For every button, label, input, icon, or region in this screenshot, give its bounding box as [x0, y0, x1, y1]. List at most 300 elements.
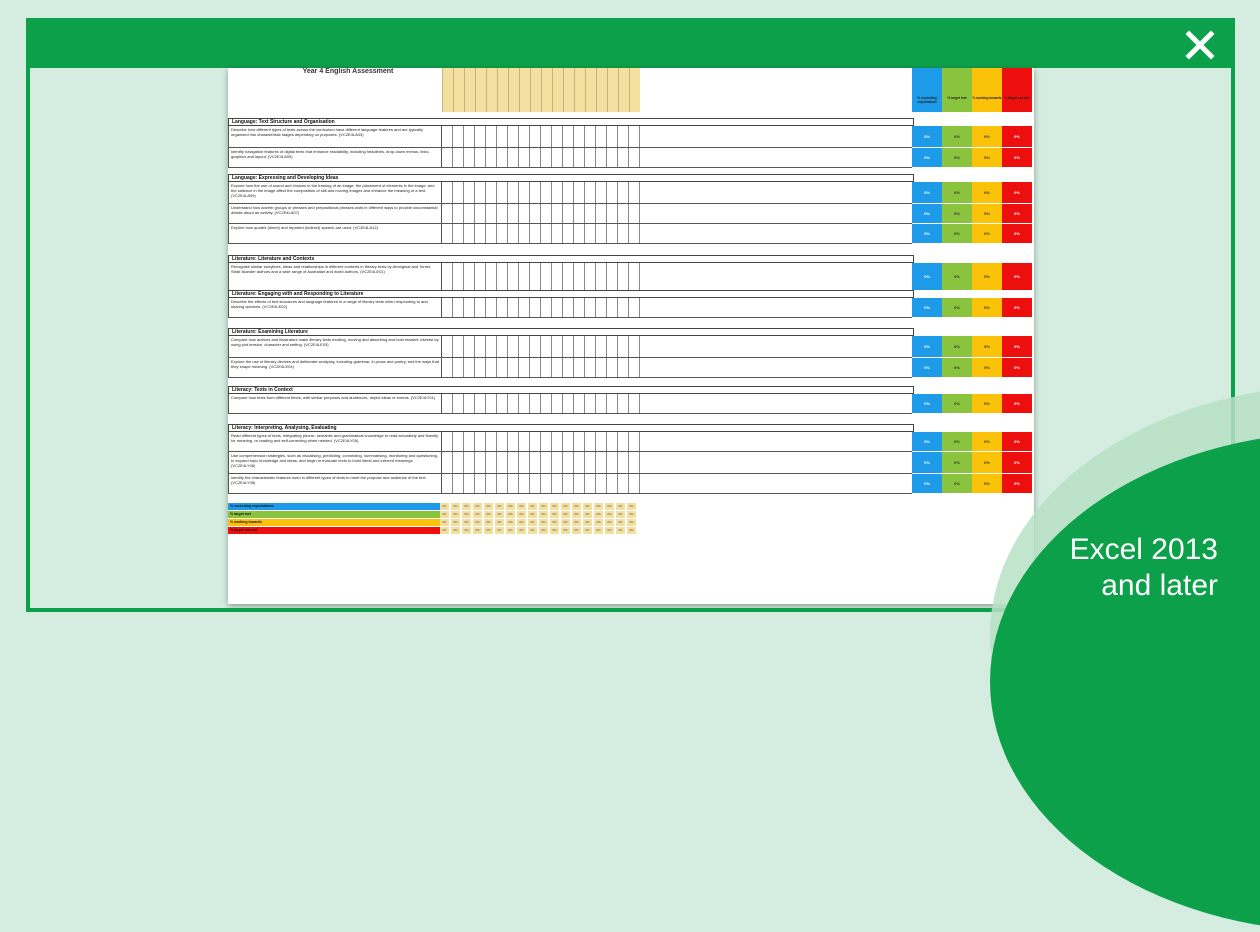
score-cell[interactable] — [497, 474, 508, 493]
score-cell[interactable] — [574, 452, 585, 473]
score-cell[interactable] — [607, 358, 618, 377]
score-cell[interactable] — [607, 432, 618, 451]
section-title: Literacy: Texts in Context — [228, 386, 914, 394]
score-cell[interactable] — [596, 263, 607, 290]
score-cell[interactable] — [497, 263, 508, 290]
score-cell[interactable] — [475, 182, 486, 203]
score-cell[interactable] — [585, 298, 596, 317]
score-cell[interactable] — [541, 298, 552, 317]
totals-percent: 0% — [550, 527, 561, 534]
score-cell[interactable] — [574, 336, 585, 357]
score-cell[interactable] — [563, 204, 574, 223]
student-header-cell[interactable] — [563, 68, 574, 112]
score-cell[interactable] — [541, 394, 552, 413]
score-cell[interactable] — [552, 148, 563, 167]
totals-percent: 0% — [506, 511, 517, 518]
score-cell[interactable] — [618, 394, 629, 413]
score-cell[interactable] — [519, 204, 530, 223]
totals-percent: 0% — [440, 527, 451, 534]
score-cell[interactable] — [563, 263, 574, 290]
score-cell[interactable] — [486, 182, 497, 203]
summary-percent: 0% — [1002, 336, 1032, 358]
score-cell[interactable] — [574, 126, 585, 147]
student-header-cell[interactable] — [453, 68, 464, 112]
totals-percent: 0% — [495, 519, 506, 526]
score-cell[interactable] — [442, 204, 453, 223]
score-cell[interactable] — [596, 204, 607, 223]
score-cell[interactable] — [585, 452, 596, 473]
score-cell[interactable] — [552, 263, 563, 290]
score-cell[interactable] — [497, 358, 508, 377]
section-title: Language: Expressing and Developing Ideas — [228, 174, 914, 182]
summary-header-met: % target met — [942, 68, 972, 112]
score-cell[interactable] — [442, 358, 453, 377]
spreadsheet-preview — [228, 68, 1034, 604]
student-header-cell[interactable] — [464, 68, 475, 112]
score-cell[interactable] — [618, 474, 629, 493]
score-cell[interactable] — [530, 224, 541, 243]
score-cell[interactable] — [585, 358, 596, 377]
score-cell[interactable] — [508, 358, 519, 377]
score-cell[interactable] — [442, 298, 453, 317]
score-cell[interactable] — [629, 452, 640, 473]
score-cell[interactable] — [607, 336, 618, 357]
score-cell[interactable] — [552, 298, 563, 317]
score-cell[interactable] — [508, 474, 519, 493]
score-cell[interactable] — [563, 336, 574, 357]
totals-percent: 0% — [594, 511, 605, 518]
score-cell[interactable] — [563, 298, 574, 317]
score-cell[interactable] — [618, 298, 629, 317]
score-cell[interactable] — [629, 263, 640, 290]
score-cell[interactable] — [552, 452, 563, 473]
score-cell[interactable] — [475, 432, 486, 451]
totals-percent: 0% — [440, 511, 451, 518]
score-cell[interactable] — [629, 182, 640, 203]
score-cell[interactable] — [508, 204, 519, 223]
student-header-cell[interactable] — [475, 68, 486, 112]
score-cell[interactable] — [453, 336, 464, 357]
score-cell[interactable] — [475, 336, 486, 357]
score-cell[interactable] — [475, 126, 486, 147]
student-header-cell[interactable] — [519, 68, 530, 112]
score-cell[interactable] — [442, 336, 453, 357]
score-cell[interactable] — [464, 224, 475, 243]
summary-percent: 0% — [1002, 148, 1032, 168]
summary-percent: 0% — [942, 474, 972, 494]
score-cell[interactable] — [530, 263, 541, 290]
totals-percent: 0% — [473, 519, 484, 526]
summary-percent: 0% — [972, 263, 1002, 291]
score-cell[interactable] — [563, 358, 574, 377]
outcome-row — [228, 432, 914, 452]
score-cell[interactable] — [497, 224, 508, 243]
score-cell[interactable] — [574, 263, 585, 290]
outcome-description: Read different types of texts, integrating phonic, semantic and grammatical knowledge to read accurately and fluently for meaning, re-reading and self-correcting when needed. (VC2E4LY05) — [228, 432, 442, 451]
summary-percent: 0% — [912, 298, 942, 318]
score-cell[interactable] — [596, 148, 607, 167]
totals-percent: 0% — [583, 519, 594, 526]
score-cell[interactable] — [530, 358, 541, 377]
score-cell[interactable] — [486, 263, 497, 290]
score-cell[interactable] — [475, 263, 486, 290]
score-cell[interactable] — [508, 263, 519, 290]
score-cell[interactable] — [497, 204, 508, 223]
score-cell[interactable] — [519, 452, 530, 473]
score-cell[interactable] — [519, 358, 530, 377]
score-cell[interactable] — [629, 358, 640, 377]
score-cell[interactable] — [530, 298, 541, 317]
score-cell[interactable] — [453, 358, 464, 377]
score-cell[interactable] — [497, 148, 508, 167]
score-cell[interactable] — [629, 432, 640, 451]
score-cell[interactable] — [629, 394, 640, 413]
score-cell[interactable] — [508, 432, 519, 451]
score-cell[interactable] — [618, 224, 629, 243]
score-cell[interactable] — [475, 148, 486, 167]
score-cell[interactable] — [453, 224, 464, 243]
score-cell[interactable] — [497, 452, 508, 473]
score-cell[interactable] — [519, 474, 530, 493]
score-cell[interactable] — [519, 148, 530, 167]
summary-percent: 0% — [912, 126, 942, 148]
score-cell[interactable] — [442, 474, 453, 493]
summary-percent: 0% — [1002, 432, 1032, 452]
score-cell[interactable] — [607, 263, 618, 290]
score-cell[interactable] — [519, 394, 530, 413]
score-cell[interactable] — [629, 126, 640, 147]
score-cell[interactable] — [475, 394, 486, 413]
score-cell[interactable] — [596, 182, 607, 203]
score-cell[interactable] — [464, 358, 475, 377]
score-cell[interactable] — [596, 474, 607, 493]
score-cell[interactable] — [541, 224, 552, 243]
score-cell[interactable] — [442, 148, 453, 167]
score-cell[interactable] — [442, 126, 453, 147]
score-cell[interactable] — [530, 336, 541, 357]
summary-percent: 0% — [942, 224, 972, 244]
score-cell[interactable] — [596, 298, 607, 317]
score-cell[interactable] — [607, 204, 618, 223]
totals-percent: 0% — [627, 511, 638, 518]
score-cell[interactable] — [453, 394, 464, 413]
score-cell[interactable] — [497, 432, 508, 451]
score-cell[interactable] — [541, 204, 552, 223]
score-cell[interactable] — [442, 452, 453, 473]
score-cell[interactable] — [563, 126, 574, 147]
score-cell[interactable] — [596, 336, 607, 357]
score-cell[interactable] — [585, 126, 596, 147]
score-cell[interactable] — [552, 204, 563, 223]
score-cell[interactable] — [541, 474, 552, 493]
score-cell[interactable] — [508, 126, 519, 147]
score-cell[interactable] — [486, 432, 497, 451]
score-cell[interactable] — [574, 224, 585, 243]
totals-percent: 0% — [440, 503, 451, 510]
score-cell[interactable] — [464, 452, 475, 473]
score-cell[interactable] — [574, 204, 585, 223]
score-cell[interactable] — [563, 474, 574, 493]
score-cell[interactable] — [475, 298, 486, 317]
score-cell[interactable] — [519, 224, 530, 243]
score-cell[interactable] — [552, 394, 563, 413]
score-cell[interactable] — [629, 224, 640, 243]
score-cell[interactable] — [442, 432, 453, 451]
score-cell[interactable] — [519, 126, 530, 147]
score-cell[interactable] — [464, 394, 475, 413]
score-cell[interactable] — [574, 358, 585, 377]
score-cell[interactable] — [563, 432, 574, 451]
score-cell[interactable] — [519, 432, 530, 451]
close-button[interactable] — [1183, 28, 1217, 62]
score-cell[interactable] — [464, 182, 475, 203]
score-cell[interactable] — [585, 224, 596, 243]
score-cell[interactable] — [497, 336, 508, 357]
score-cell[interactable] — [574, 432, 585, 451]
score-cell[interactable] — [519, 263, 530, 290]
totals-percent: 0% — [506, 519, 517, 526]
score-cell[interactable] — [618, 432, 629, 451]
score-cell[interactable] — [464, 148, 475, 167]
score-cell[interactable] — [585, 432, 596, 451]
score-cell[interactable] — [563, 394, 574, 413]
score-cell[interactable] — [552, 336, 563, 357]
score-cell[interactable] — [497, 298, 508, 317]
score-cell[interactable] — [453, 452, 464, 473]
score-cell[interactable] — [442, 394, 453, 413]
score-cell[interactable] — [486, 474, 497, 493]
score-cell[interactable] — [552, 432, 563, 451]
score-cell[interactable] — [508, 224, 519, 243]
score-cell[interactable] — [497, 182, 508, 203]
score-cell[interactable] — [618, 336, 629, 357]
score-cell[interactable] — [618, 182, 629, 203]
totals-percent: 0% — [539, 511, 550, 518]
score-cell[interactable] — [486, 224, 497, 243]
student-header-cell[interactable] — [585, 68, 596, 112]
score-cell[interactable] — [607, 126, 618, 147]
score-cell[interactable] — [618, 126, 629, 147]
score-cell[interactable] — [607, 298, 618, 317]
student-header-cell[interactable] — [552, 68, 563, 112]
score-cell[interactable] — [585, 204, 596, 223]
score-cell[interactable] — [519, 298, 530, 317]
score-cell[interactable] — [607, 452, 618, 473]
summary-percent: 0% — [972, 474, 1002, 494]
totals-row — [228, 519, 914, 526]
outcome-description: Understand how adverb groups or phrases and prepositional phrases work in different ways to provide circumstantial details about an activity. (VC2E4LA07) — [228, 204, 442, 223]
student-header-cell[interactable] — [530, 68, 541, 112]
score-cell[interactable] — [596, 452, 607, 473]
score-cell[interactable] — [486, 358, 497, 377]
score-cell[interactable] — [442, 263, 453, 290]
score-cell[interactable] — [574, 148, 585, 167]
score-cell[interactable] — [453, 432, 464, 451]
score-cell[interactable] — [563, 182, 574, 203]
score-cell[interactable] — [629, 148, 640, 167]
score-cell[interactable] — [442, 182, 453, 203]
top-bar — [30, 22, 1231, 68]
totals-percent: 0% — [517, 503, 528, 510]
summary-header-working: % working towards — [972, 68, 1002, 112]
score-cell[interactable] — [541, 148, 552, 167]
score-cell[interactable] — [475, 224, 486, 243]
score-cell[interactable] — [629, 298, 640, 317]
score-cell[interactable] — [486, 126, 497, 147]
score-cell[interactable] — [530, 204, 541, 223]
score-cell[interactable] — [530, 452, 541, 473]
student-header-cell[interactable] — [574, 68, 585, 112]
score-cell[interactable] — [585, 182, 596, 203]
score-cell[interactable] — [618, 204, 629, 223]
score-cell[interactable] — [541, 182, 552, 203]
score-cell[interactable] — [475, 474, 486, 493]
score-cell[interactable] — [486, 336, 497, 357]
score-cell[interactable] — [464, 432, 475, 451]
score-cell[interactable] — [486, 148, 497, 167]
student-header-cell[interactable] — [607, 68, 618, 112]
score-cell[interactable] — [486, 394, 497, 413]
score-cell[interactable] — [596, 394, 607, 413]
score-cell[interactable] — [442, 224, 453, 243]
score-cell[interactable] — [464, 336, 475, 357]
score-cell[interactable] — [596, 126, 607, 147]
score-cell[interactable] — [552, 182, 563, 203]
score-cell[interactable] — [508, 394, 519, 413]
score-cell[interactable] — [585, 474, 596, 493]
score-cell[interactable] — [552, 126, 563, 147]
score-cell[interactable] — [508, 148, 519, 167]
totals-percent: 0% — [517, 519, 528, 526]
score-cell[interactable] — [541, 452, 552, 473]
score-cell[interactable] — [585, 336, 596, 357]
student-header-cell[interactable] — [541, 68, 552, 112]
score-cell[interactable] — [574, 182, 585, 203]
score-cell[interactable] — [607, 148, 618, 167]
score-cell[interactable] — [464, 126, 475, 147]
score-cell[interactable] — [453, 148, 464, 167]
totals-percent: 0% — [583, 511, 594, 518]
score-cell[interactable] — [541, 263, 552, 290]
score-cell[interactable] — [530, 394, 541, 413]
score-cell[interactable] — [541, 126, 552, 147]
score-cell[interactable] — [618, 358, 629, 377]
summary-percent: 0% — [1002, 358, 1032, 378]
score-cell[interactable] — [453, 126, 464, 147]
score-cell[interactable] — [530, 474, 541, 493]
score-cell[interactable] — [508, 298, 519, 317]
summary-percent: 0% — [972, 298, 1002, 318]
score-cell[interactable] — [453, 263, 464, 290]
student-header-cell[interactable] — [629, 68, 640, 112]
score-cell[interactable] — [541, 358, 552, 377]
score-cell[interactable] — [541, 336, 552, 357]
student-header-cell[interactable] — [442, 68, 453, 112]
outcome-description: Explore the use of literary devices and deliberate wordplay, including grammar, in prose and poetry, and the ways that they shape meaning. (VC2E4LE04) — [228, 358, 442, 377]
score-cell[interactable] — [585, 263, 596, 290]
score-cell[interactable] — [486, 452, 497, 473]
score-cell[interactable] — [629, 204, 640, 223]
score-cell[interactable] — [453, 474, 464, 493]
student-header-cell[interactable] — [497, 68, 508, 112]
score-cell[interactable] — [530, 148, 541, 167]
score-cell[interactable] — [519, 336, 530, 357]
score-cell[interactable] — [552, 358, 563, 377]
score-cell[interactable] — [552, 474, 563, 493]
score-cell[interactable] — [629, 474, 640, 493]
score-cell[interactable] — [607, 394, 618, 413]
score-cell[interactable] — [486, 204, 497, 223]
score-cell[interactable] — [453, 298, 464, 317]
score-cell[interactable] — [508, 182, 519, 203]
score-cell[interactable] — [475, 452, 486, 473]
score-cell[interactable] — [464, 298, 475, 317]
student-header-cell[interactable] — [618, 68, 629, 112]
score-cell[interactable] — [607, 224, 618, 243]
score-cell[interactable] — [530, 182, 541, 203]
score-cell[interactable] — [574, 298, 585, 317]
outcome-description: Explore how the use of sound and choices in the framing of an image, the placement of elements in the image, and the salience in the image affect the composition of still and moving images and enhance the meaning of a text. (VC2E4LA09) — [228, 182, 442, 203]
score-cell[interactable] — [497, 394, 508, 413]
score-cell[interactable] — [607, 182, 618, 203]
score-cell[interactable] — [574, 474, 585, 493]
totals-percent: 0% — [473, 511, 484, 518]
score-cell[interactable] — [519, 182, 530, 203]
score-cell[interactable] — [563, 452, 574, 473]
badge-line-1: Excel 2013 — [1069, 533, 1218, 566]
outcome-row — [228, 204, 914, 224]
score-cell[interactable] — [585, 394, 596, 413]
totals-percent: 0% — [561, 503, 572, 510]
score-cell[interactable] — [596, 432, 607, 451]
score-cell[interactable] — [585, 148, 596, 167]
summary-cells — [912, 358, 1032, 378]
totals-percent: 0% — [550, 519, 561, 526]
student-header-cell[interactable] — [596, 68, 607, 112]
score-cell[interactable] — [497, 126, 508, 147]
score-cell[interactable] — [464, 204, 475, 223]
score-cell[interactable] — [596, 358, 607, 377]
score-cell[interactable] — [464, 263, 475, 290]
score-cell[interactable] — [629, 336, 640, 357]
score-cell[interactable] — [475, 358, 486, 377]
score-cell[interactable] — [607, 474, 618, 493]
score-cell[interactable] — [574, 394, 585, 413]
score-cell[interactable] — [618, 452, 629, 473]
student-header-cell[interactable] — [508, 68, 519, 112]
score-cell[interactable] — [541, 432, 552, 451]
score-cell[interactable] — [464, 474, 475, 493]
score-cell[interactable] — [530, 432, 541, 451]
outcome-row — [228, 336, 914, 358]
score-cell[interactable] — [530, 126, 541, 147]
score-cell[interactable] — [453, 182, 464, 203]
score-cell[interactable] — [508, 452, 519, 473]
score-cell[interactable] — [618, 148, 629, 167]
score-cell[interactable] — [486, 298, 497, 317]
totals-percent: 0% — [539, 527, 550, 534]
score-cell[interactable] — [618, 263, 629, 290]
score-cell[interactable] — [552, 224, 563, 243]
score-cell[interactable] — [563, 224, 574, 243]
summary-percent: 0% — [942, 126, 972, 148]
score-cell[interactable] — [563, 148, 574, 167]
score-cell[interactable] — [596, 224, 607, 243]
student-header-cell[interactable] — [486, 68, 497, 112]
score-cell[interactable] — [453, 204, 464, 223]
score-cell[interactable] — [508, 336, 519, 357]
score-cell[interactable] — [475, 204, 486, 223]
